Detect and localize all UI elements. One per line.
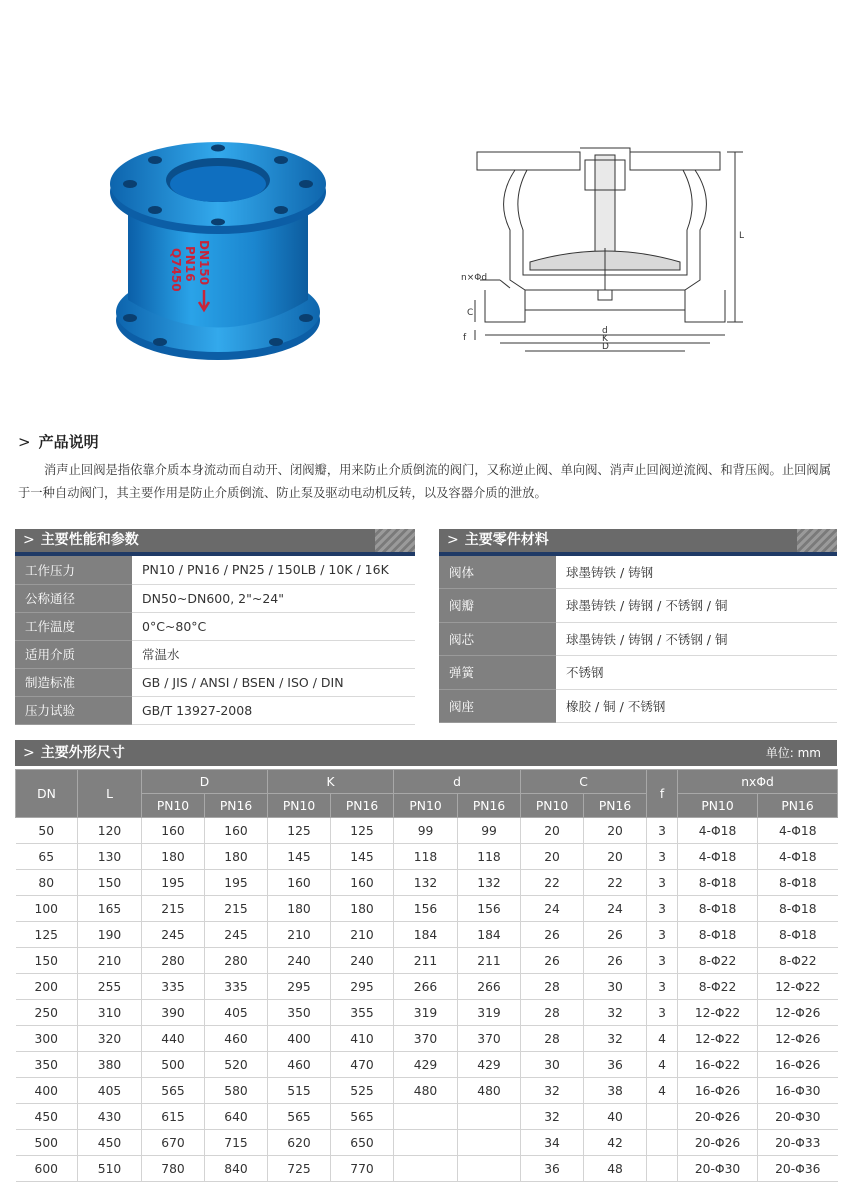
table-cell: 320 bbox=[78, 1026, 142, 1052]
table-cell: 132 bbox=[458, 870, 521, 896]
param-label: 适用介质 bbox=[15, 640, 132, 668]
table-cell: 16-Φ26 bbox=[758, 1052, 838, 1078]
param-label: 工作压力 bbox=[15, 556, 132, 584]
table-cell: 525 bbox=[331, 1078, 394, 1104]
table-cell: 8-Φ18 bbox=[678, 870, 758, 896]
table-cell: 250 bbox=[16, 1000, 78, 1026]
table-cell: 12-Φ22 bbox=[678, 1000, 758, 1026]
table-cell: 28 bbox=[521, 1000, 584, 1026]
table-cell: 180 bbox=[268, 896, 331, 922]
label-f: f bbox=[463, 333, 467, 343]
table-row bbox=[15, 584, 415, 612]
table-cell: 100 bbox=[16, 896, 78, 922]
table-cell: 350 bbox=[268, 1000, 331, 1026]
table-cell: 211 bbox=[458, 948, 521, 974]
param-value: 0°C~80°C bbox=[132, 612, 415, 640]
header-k: K bbox=[268, 770, 394, 794]
table-row bbox=[439, 588, 837, 622]
table-cell: 429 bbox=[458, 1052, 521, 1078]
table-cell: 295 bbox=[331, 974, 394, 1000]
label-d-small: d bbox=[602, 326, 608, 336]
table-cell: 184 bbox=[394, 922, 458, 948]
part-label: 阀瓣 bbox=[439, 588, 556, 622]
header-l: L bbox=[78, 770, 142, 818]
table-cell: 145 bbox=[268, 844, 331, 870]
table-cell: 580 bbox=[205, 1078, 268, 1104]
table-cell: 319 bbox=[394, 1000, 458, 1026]
table-cell bbox=[647, 1130, 678, 1156]
table-row bbox=[439, 556, 837, 588]
table-cell: 470 bbox=[331, 1052, 394, 1078]
table-cell: 22 bbox=[584, 870, 647, 896]
header-pn16: PN16 bbox=[458, 794, 521, 818]
table-cell: 156 bbox=[394, 896, 458, 922]
table-cell: 650 bbox=[331, 1130, 394, 1156]
table-cell: 20 bbox=[584, 844, 647, 870]
table-cell: 280 bbox=[205, 948, 268, 974]
table-cell: 200 bbox=[16, 974, 78, 1000]
chevron-right-icon: > bbox=[18, 433, 31, 451]
part-material: 球墨铸铁 / 铸钢 / 不锈钢 / 铜 bbox=[556, 588, 837, 622]
part-material: 球墨铸铁 / 铸钢 bbox=[556, 556, 837, 588]
banner-stripe bbox=[375, 529, 415, 552]
label-nphid: n×Φd bbox=[461, 273, 488, 283]
table-cell: 130 bbox=[78, 844, 142, 870]
table-cell: 150 bbox=[78, 870, 142, 896]
performance-table bbox=[15, 556, 415, 725]
table-row bbox=[16, 818, 838, 844]
table-cell: 150 bbox=[16, 948, 78, 974]
table-cell: 715 bbox=[205, 1130, 268, 1156]
table-cell: 770 bbox=[331, 1156, 394, 1182]
table-row bbox=[15, 668, 415, 696]
table-row bbox=[16, 896, 838, 922]
table-cell: 600 bbox=[16, 1156, 78, 1182]
table-cell: 211 bbox=[394, 948, 458, 974]
table-cell: 20-Φ26 bbox=[678, 1130, 758, 1156]
table-cell: 16-Φ30 bbox=[758, 1078, 838, 1104]
table-cell bbox=[458, 1130, 521, 1156]
label-l: L bbox=[739, 231, 745, 241]
table-cell: 480 bbox=[394, 1078, 458, 1104]
table-cell: 125 bbox=[331, 818, 394, 844]
table-cell: 370 bbox=[394, 1026, 458, 1052]
table-cell: 780 bbox=[142, 1156, 205, 1182]
param-value: GB / JIS / ANSI / BSEN / ISO / DIN bbox=[132, 668, 415, 696]
table-cell: 3 bbox=[647, 870, 678, 896]
materials-table bbox=[439, 556, 837, 723]
header-pn10: PN10 bbox=[521, 794, 584, 818]
table-cell: 240 bbox=[268, 948, 331, 974]
table-cell: 42 bbox=[584, 1130, 647, 1156]
table-row bbox=[15, 640, 415, 668]
table-cell: 8-Φ22 bbox=[678, 974, 758, 1000]
table-cell: 20-Φ30 bbox=[758, 1104, 838, 1130]
header-f: f bbox=[647, 770, 678, 818]
table-cell: 4 bbox=[647, 1026, 678, 1052]
table-cell: 12-Φ26 bbox=[758, 1000, 838, 1026]
table-cell: 410 bbox=[331, 1026, 394, 1052]
table-row bbox=[16, 1000, 838, 1026]
table-cell: 4-Φ18 bbox=[678, 818, 758, 844]
table-cell: 12-Φ22 bbox=[678, 1026, 758, 1052]
header-pn10: PN10 bbox=[394, 794, 458, 818]
header-c: C bbox=[521, 770, 647, 794]
header-d: d bbox=[394, 770, 521, 794]
header-dn: DN bbox=[16, 770, 78, 818]
description-heading bbox=[18, 431, 99, 452]
table-row bbox=[16, 1104, 838, 1130]
table-cell: 132 bbox=[394, 870, 458, 896]
table-cell: 8-Φ22 bbox=[678, 948, 758, 974]
table-cell: 400 bbox=[16, 1078, 78, 1104]
table-cell: 125 bbox=[16, 922, 78, 948]
table-cell: 20-Φ33 bbox=[758, 1130, 838, 1156]
table-cell: 16-Φ22 bbox=[678, 1052, 758, 1078]
table-cell: 145 bbox=[331, 844, 394, 870]
table-cell: 310 bbox=[78, 1000, 142, 1026]
header-pn16: PN16 bbox=[331, 794, 394, 818]
table-cell: 3 bbox=[647, 974, 678, 1000]
table-cell: 460 bbox=[205, 1026, 268, 1052]
table-cell: 32 bbox=[521, 1078, 584, 1104]
table-cell: 48 bbox=[584, 1156, 647, 1182]
table-cell: 8-Φ18 bbox=[678, 922, 758, 948]
table-cell: 840 bbox=[205, 1156, 268, 1182]
header-D: D bbox=[142, 770, 268, 794]
unit-label: 单位: mm bbox=[765, 746, 821, 760]
table-cell: 195 bbox=[205, 870, 268, 896]
table-cell: 26 bbox=[584, 922, 647, 948]
table-cell: 335 bbox=[142, 974, 205, 1000]
table-cell: 20-Φ30 bbox=[678, 1156, 758, 1182]
chevron-right-icon: > bbox=[23, 532, 35, 548]
table-cell: 156 bbox=[458, 896, 521, 922]
table-cell: 400 bbox=[268, 1026, 331, 1052]
table-cell: 215 bbox=[205, 896, 268, 922]
table-cell: 450 bbox=[16, 1104, 78, 1130]
table-cell: 28 bbox=[521, 1026, 584, 1052]
table-row bbox=[16, 1156, 838, 1182]
table-cell: 319 bbox=[458, 1000, 521, 1026]
table-cell: 165 bbox=[78, 896, 142, 922]
part-material: 球墨铸铁 / 铸钢 / 不锈钢 / 铜 bbox=[556, 622, 837, 655]
param-label: 压力试验 bbox=[15, 696, 132, 724]
table-cell: 16-Φ26 bbox=[678, 1078, 758, 1104]
table-cell: 160 bbox=[268, 870, 331, 896]
table-cell: 4-Φ18 bbox=[758, 818, 838, 844]
table-cell: 65 bbox=[16, 844, 78, 870]
table-cell: 180 bbox=[142, 844, 205, 870]
table-cell: 125 bbox=[268, 818, 331, 844]
table-cell: 20 bbox=[521, 844, 584, 870]
table-row bbox=[15, 556, 415, 584]
table-cell: 30 bbox=[521, 1052, 584, 1078]
table-cell: 38 bbox=[584, 1078, 647, 1104]
table-cell: 80 bbox=[16, 870, 78, 896]
table-cell: 99 bbox=[458, 818, 521, 844]
param-value: PN10 / PN16 / PN25 / 150LB / 10K / 16K bbox=[132, 556, 415, 584]
table-cell: 20 bbox=[584, 818, 647, 844]
table-cell: 184 bbox=[458, 922, 521, 948]
casting-text-pn: PN16 bbox=[183, 246, 197, 282]
table-cell: 210 bbox=[268, 922, 331, 948]
table-cell: 40 bbox=[584, 1104, 647, 1130]
table-cell: 160 bbox=[331, 870, 394, 896]
banner-stripe bbox=[797, 529, 837, 552]
table-cell: 210 bbox=[78, 948, 142, 974]
table-cell: 8-Φ22 bbox=[758, 948, 838, 974]
table-cell: 500 bbox=[142, 1052, 205, 1078]
part-label: 弹簧 bbox=[439, 655, 556, 689]
label-k: K bbox=[602, 334, 608, 344]
table-cell bbox=[394, 1130, 458, 1156]
table-cell: 118 bbox=[394, 844, 458, 870]
table-cell: 30 bbox=[584, 974, 647, 1000]
table-cell: 3 bbox=[647, 844, 678, 870]
header-pn10: PN10 bbox=[268, 794, 331, 818]
table-cell: 390 bbox=[142, 1000, 205, 1026]
table-cell: 160 bbox=[142, 818, 205, 844]
table-cell: 255 bbox=[78, 974, 142, 1000]
header-pn10: PN10 bbox=[678, 794, 758, 818]
header-pn10: PN10 bbox=[142, 794, 205, 818]
table-cell: 4 bbox=[647, 1052, 678, 1078]
dimensions-table bbox=[15, 769, 838, 1182]
table-cell: 4 bbox=[647, 1078, 678, 1104]
table-cell: 4-Φ18 bbox=[758, 844, 838, 870]
table-row bbox=[15, 696, 415, 724]
table-cell: 8-Φ18 bbox=[758, 870, 838, 896]
table-cell: 180 bbox=[205, 844, 268, 870]
table-cell: 565 bbox=[331, 1104, 394, 1130]
table-cell: 118 bbox=[458, 844, 521, 870]
table-cell: 460 bbox=[268, 1052, 331, 1078]
table-cell: 670 bbox=[142, 1130, 205, 1156]
part-label: 阀芯 bbox=[439, 622, 556, 655]
table-cell: 190 bbox=[78, 922, 142, 948]
table-cell: 3 bbox=[647, 948, 678, 974]
table-cell: 32 bbox=[521, 1104, 584, 1130]
table-row bbox=[16, 870, 838, 896]
table-cell: 180 bbox=[331, 896, 394, 922]
table-cell: 20-Φ26 bbox=[678, 1104, 758, 1130]
table-row bbox=[16, 1130, 838, 1156]
description-text: 消声止回阀是指依靠介质本身流动而自动开、闭阀瓣，用来防止介质倒流的阀门，又称逆止阀、单向阀、消声止回阀逆流阀、和背压阀。止回阀属于一种自动阀门，其主要作用是防止介质倒流、防止泵及驱动电动机反转，以及容器介质的泄放。 bbox=[18, 463, 832, 500]
table-cell: 725 bbox=[268, 1156, 331, 1182]
table-cell: 28 bbox=[521, 974, 584, 1000]
table-cell: 245 bbox=[142, 922, 205, 948]
header-pn16: PN16 bbox=[758, 794, 838, 818]
table-cell: 26 bbox=[584, 948, 647, 974]
table-cell: 3 bbox=[647, 1000, 678, 1026]
table-cell: 3 bbox=[647, 818, 678, 844]
table-cell: 480 bbox=[458, 1078, 521, 1104]
table-cell: 450 bbox=[78, 1130, 142, 1156]
table-cell: 32 bbox=[584, 1026, 647, 1052]
table-cell bbox=[394, 1104, 458, 1130]
table-cell: 22 bbox=[521, 870, 584, 896]
table-cell: 210 bbox=[331, 922, 394, 948]
table-cell: 12-Φ22 bbox=[758, 974, 838, 1000]
casting-text-model: Q7450 bbox=[169, 248, 183, 292]
label-c: C bbox=[467, 308, 474, 318]
table-cell: 430 bbox=[78, 1104, 142, 1130]
table-cell: 4-Φ18 bbox=[678, 844, 758, 870]
casting-text-dn: DN150 bbox=[197, 240, 211, 286]
table-cell: 640 bbox=[205, 1104, 268, 1130]
performance-banner bbox=[15, 529, 415, 552]
param-label: 制造标准 bbox=[15, 668, 132, 696]
performance-title: 主要性能和参数 bbox=[40, 532, 139, 548]
table-cell: 20-Φ36 bbox=[758, 1156, 838, 1182]
part-material: 不锈钢 bbox=[556, 655, 837, 689]
table-cell: 515 bbox=[268, 1078, 331, 1104]
table-cell: 32 bbox=[584, 1000, 647, 1026]
param-label: 工作温度 bbox=[15, 612, 132, 640]
table-cell: 215 bbox=[142, 896, 205, 922]
table-cell: 160 bbox=[205, 818, 268, 844]
dimensions-title: 主要外形尺寸 bbox=[40, 745, 125, 761]
dimensions-banner bbox=[15, 740, 837, 766]
table-cell: 8-Φ18 bbox=[678, 896, 758, 922]
table-cell: 36 bbox=[521, 1156, 584, 1182]
materials-banner bbox=[439, 529, 837, 552]
table-cell: 350 bbox=[16, 1052, 78, 1078]
param-label: 公称通径 bbox=[15, 584, 132, 612]
table-cell: 440 bbox=[142, 1026, 205, 1052]
chevron-right-icon: > bbox=[447, 532, 459, 548]
param-value: DN50~DN600, 2"~24" bbox=[132, 584, 415, 612]
table-cell: 3 bbox=[647, 896, 678, 922]
table-cell: 34 bbox=[521, 1130, 584, 1156]
table-cell: 240 bbox=[331, 948, 394, 974]
table-row bbox=[16, 1078, 838, 1104]
table-row bbox=[439, 655, 837, 689]
table-cell bbox=[458, 1156, 521, 1182]
table-row bbox=[16, 1052, 838, 1078]
table-cell: 280 bbox=[142, 948, 205, 974]
table-cell: 355 bbox=[331, 1000, 394, 1026]
valve-photo bbox=[100, 140, 340, 365]
table-row bbox=[16, 948, 838, 974]
table-cell: 300 bbox=[16, 1026, 78, 1052]
table-cell: 380 bbox=[78, 1052, 142, 1078]
table-cell: 26 bbox=[521, 948, 584, 974]
table-row bbox=[16, 922, 838, 948]
table-row bbox=[16, 844, 838, 870]
table-cell: 405 bbox=[78, 1078, 142, 1104]
part-material: 橡胶 / 铜 / 不锈钢 bbox=[556, 689, 837, 722]
table-cell: 36 bbox=[584, 1052, 647, 1078]
param-value: GB/T 13927-2008 bbox=[132, 696, 415, 724]
table-cell: 370 bbox=[458, 1026, 521, 1052]
table-cell: 565 bbox=[142, 1078, 205, 1104]
table-cell: 50 bbox=[16, 818, 78, 844]
table-cell: 12-Φ26 bbox=[758, 1026, 838, 1052]
table-cell: 565 bbox=[268, 1104, 331, 1130]
table-row bbox=[16, 1026, 838, 1052]
table-row bbox=[15, 612, 415, 640]
table-cell: 20 bbox=[521, 818, 584, 844]
section-drawing bbox=[455, 130, 755, 370]
table-cell: 295 bbox=[268, 974, 331, 1000]
part-label: 阀座 bbox=[439, 689, 556, 722]
materials-title: 主要零件材料 bbox=[464, 532, 549, 548]
header-pn16: PN16 bbox=[205, 794, 268, 818]
table-cell bbox=[647, 1156, 678, 1182]
table-cell: 405 bbox=[205, 1000, 268, 1026]
table-cell: 120 bbox=[78, 818, 142, 844]
table-cell: 8-Φ18 bbox=[758, 922, 838, 948]
table-cell: 3 bbox=[647, 922, 678, 948]
table-cell: 335 bbox=[205, 974, 268, 1000]
chevron-right-icon: > bbox=[23, 745, 35, 761]
table-cell bbox=[394, 1156, 458, 1182]
header-nphid: nxΦd bbox=[678, 770, 838, 794]
param-value: 常温水 bbox=[132, 640, 415, 668]
table-cell bbox=[458, 1104, 521, 1130]
description-title: 产品说明 bbox=[38, 433, 99, 451]
table-cell: 26 bbox=[521, 922, 584, 948]
table-cell: 24 bbox=[521, 896, 584, 922]
table-cell: 510 bbox=[78, 1156, 142, 1182]
table-cell: 620 bbox=[268, 1130, 331, 1156]
table-row bbox=[439, 689, 837, 722]
table-cell bbox=[647, 1104, 678, 1130]
label-d-large: D bbox=[602, 342, 609, 352]
table-row bbox=[16, 974, 838, 1000]
table-cell: 520 bbox=[205, 1052, 268, 1078]
header-pn16: PN16 bbox=[584, 794, 647, 818]
table-cell: 615 bbox=[142, 1104, 205, 1130]
table-cell: 429 bbox=[394, 1052, 458, 1078]
table-cell: 99 bbox=[394, 818, 458, 844]
table-cell: 266 bbox=[458, 974, 521, 1000]
part-label: 阀体 bbox=[439, 556, 556, 588]
table-cell: 266 bbox=[394, 974, 458, 1000]
table-cell: 500 bbox=[16, 1130, 78, 1156]
table-cell: 245 bbox=[205, 922, 268, 948]
table-row bbox=[439, 622, 837, 655]
table-cell: 195 bbox=[142, 870, 205, 896]
table-cell: 24 bbox=[584, 896, 647, 922]
table-cell: 8-Φ18 bbox=[758, 896, 838, 922]
